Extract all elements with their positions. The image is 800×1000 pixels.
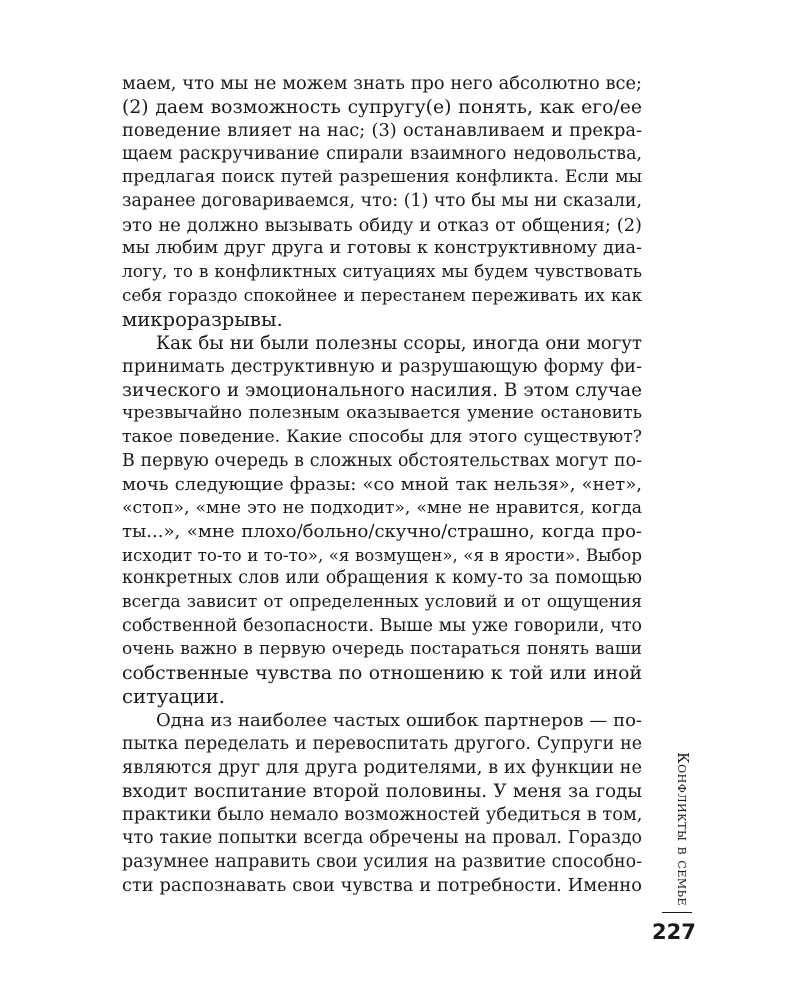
text-line: поведение влияет на нас; (3) останавливаем и прекра- bbox=[122, 120, 642, 142]
text-line: мы любим друг друга и готовы к конструктивному диа- bbox=[122, 238, 642, 259]
text-line: микроразрывы. bbox=[122, 307, 283, 331]
text-line: разумнее направить свои усилия на развитие способно- bbox=[122, 851, 642, 872]
text-line: чрезвычайно полезным оказывается умение остановить bbox=[122, 403, 642, 424]
text-line: принимать деструктивную и разрушающую форму фи- bbox=[122, 356, 642, 378]
text-line: это не должно вызывать обиду и отказ от общения; (2) bbox=[122, 214, 642, 236]
text-line: входит воспитание второй половины. У меня за годы bbox=[122, 780, 642, 802]
text-line: собственные чувства по отношению к той или иной bbox=[122, 662, 642, 684]
text-line: Одна из наиболее частых ошибок партнеров — по- bbox=[156, 710, 642, 732]
text-line: практики было немало возможностей убедиться в том, bbox=[122, 804, 642, 826]
running-head-rule bbox=[662, 912, 692, 913]
text-line: очень важно в первую очередь постараться понять ваши bbox=[122, 639, 642, 660]
text-line: логу, то в конфликтных ситуациях мы будем чувствовать bbox=[122, 261, 642, 282]
text-line: (2) даем возможность супругу(е) понять, как его/ее bbox=[122, 96, 642, 118]
text-line: предлагая поиск путей разрешения конфликта. Если мы bbox=[122, 167, 642, 188]
text-line: мочь следующие фразы: «со мной так нельзя», «нет», bbox=[122, 474, 642, 496]
text-line: такое поведение. Какие способы для этого существуют? bbox=[122, 426, 642, 447]
text-line: себя гораздо спокойнее и перестанем переживать их как bbox=[122, 285, 642, 306]
text-line: зического и эмоционального насилия. В этом случае bbox=[122, 379, 642, 401]
text-line: пытка переделать и перевоспитать другого. Супруги не bbox=[122, 733, 642, 754]
text-line: щаем раскручивание спирали взаимного недовольства, bbox=[122, 143, 642, 164]
text-line: маем, что мы не можем знать про него абсолютно все; bbox=[122, 73, 642, 94]
running-head: Конфликты в семье bbox=[674, 752, 692, 907]
text-line: В первую очередь в сложных обстоятельствах могут по- bbox=[122, 450, 642, 471]
text-line: ты...», «мне плохо/больно/скучно/страшно, когда про- bbox=[122, 521, 642, 543]
text-line: ситуации. bbox=[122, 685, 226, 709]
text-line: сти распознавать свои чувства и потребности. Именно bbox=[122, 875, 642, 897]
text-line: собственной безопасности. Выше мы уже говорили, что bbox=[122, 615, 642, 636]
text-line: конкретных слов или обращения к кому-то за помощью bbox=[122, 568, 642, 589]
page-number: 227 bbox=[652, 920, 696, 944]
text-line: заранее договариваемся, что: (1) что бы мы ни сказали, bbox=[122, 190, 642, 211]
text-line: «стоп», «мне это не подходит», «мне не нравится, когда bbox=[122, 497, 642, 518]
text-line: всегда зависит от определенных условий и от ощущения bbox=[122, 592, 642, 613]
text-line: исходит то-то и то-то», «я возмущен», «я в ярости». Выбор bbox=[122, 545, 642, 565]
body-text bbox=[122, 72, 642, 898]
text-line: Как бы ни были полезны ссоры, иногда они могут bbox=[156, 332, 642, 354]
text-line: что такие попытки всегда обречены на провал. Гораздо bbox=[122, 828, 642, 848]
text-line: являются друг для друга родителями, в их функции не bbox=[122, 757, 642, 779]
